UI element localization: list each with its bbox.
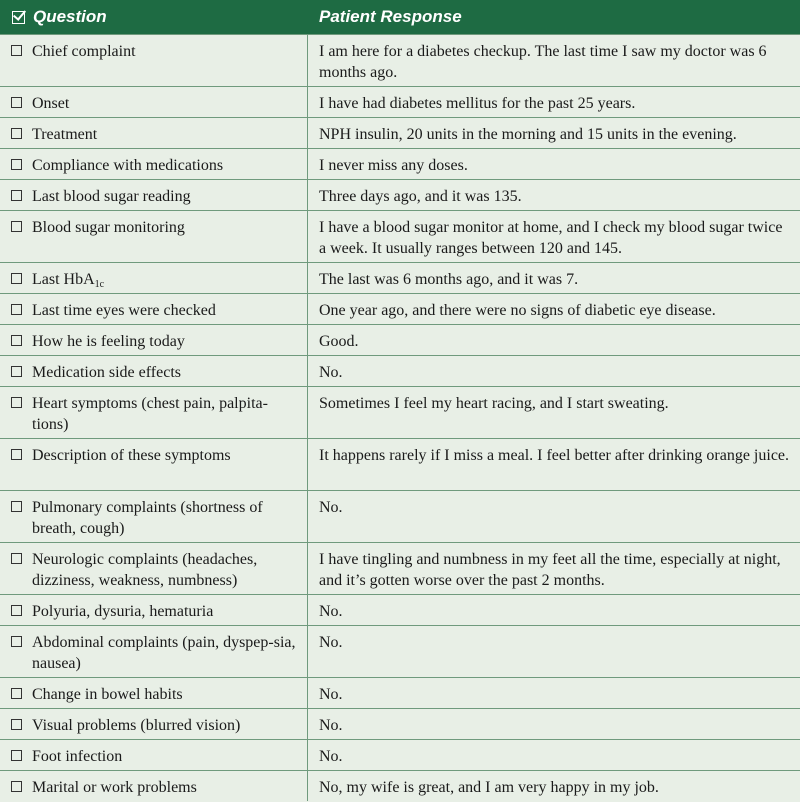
- question-cell: [0, 211, 308, 262]
- question-cell: [0, 325, 308, 355]
- response-cell: No.: [319, 603, 343, 620]
- question-text: Treatment: [32, 126, 98, 143]
- response-column-header: Patient Response: [319, 7, 462, 26]
- checkbox-icon[interactable]: [11, 159, 22, 170]
- checkbox-icon[interactable]: [11, 190, 22, 201]
- table-row: [0, 34, 800, 86]
- table-row: [0, 739, 800, 770]
- response-cell: No.: [319, 686, 343, 703]
- table-row: [0, 542, 800, 594]
- checkbox-icon[interactable]: [11, 366, 22, 377]
- question-text: Heart symptoms (chest pain, palpita-tions): [32, 395, 268, 433]
- question-text: Chief complaint: [32, 43, 136, 60]
- checkbox-icon[interactable]: [11, 128, 22, 139]
- checkbox-icon[interactable]: [11, 750, 22, 761]
- table-row: [0, 594, 800, 625]
- table-row: [0, 179, 800, 210]
- question-cell: [0, 626, 308, 677]
- question-text: Pulmonary complaints (shortness of breath, cough): [32, 499, 263, 537]
- response-cell: Good.: [319, 333, 359, 350]
- table-row: [0, 210, 800, 262]
- checkbox-icon[interactable]: [11, 304, 22, 315]
- table-row: [0, 625, 800, 677]
- question-cell: [0, 35, 308, 86]
- question-cell: [0, 543, 308, 594]
- question-cell: [0, 709, 308, 739]
- question-text: Description of these symptoms: [32, 447, 231, 464]
- response-cell: I am here for a diabetes checkup. The last time I saw my doctor was 6 months ago.: [319, 43, 767, 81]
- checkbox-icon[interactable]: [11, 221, 22, 232]
- table-row: [0, 355, 800, 386]
- question-text: [32, 269, 301, 293]
- question-cell: [0, 149, 308, 179]
- response-cell: The last was 6 months ago, and it was 7.: [319, 271, 579, 288]
- response-cell: No, my wife is great, and I am very happy in my job.: [319, 779, 659, 796]
- response-cell: Three days ago, and it was 135.: [319, 188, 522, 205]
- table-row: [0, 490, 800, 542]
- response-cell: Sometimes I feel my heart racing, and I start sweating.: [319, 395, 669, 412]
- question-cell: [0, 263, 308, 293]
- response-cell: It happens rarely if I miss a meal. I feel better after drinking orange juice.: [319, 447, 790, 464]
- question-text: Neurologic complaints (headaches, dizziness, weakness, numbness): [32, 551, 258, 589]
- table-header: [0, 0, 800, 34]
- table-row: [0, 86, 800, 117]
- question-cell: [0, 294, 308, 324]
- response-cell: No.: [319, 717, 343, 734]
- response-cell: One year ago, and there were no signs of diabetic eye disease.: [319, 302, 716, 319]
- question-cell: [0, 595, 308, 625]
- question-text: Foot infection: [32, 748, 123, 765]
- question-cell: [0, 387, 308, 438]
- table-row: [0, 148, 800, 179]
- question-text: Medication side effects: [32, 364, 181, 381]
- checkbox-icon[interactable]: [11, 688, 22, 699]
- question-text: Marital or work problems: [32, 779, 197, 796]
- response-cell: I never miss any doses.: [319, 157, 468, 174]
- question-header-label: Question: [33, 7, 107, 26]
- question-cell: [0, 87, 308, 117]
- table-row: [0, 438, 800, 490]
- checkbox-icon[interactable]: [11, 553, 22, 564]
- response-cell: I have had diabetes mellitus for the past 25 years.: [319, 95, 636, 112]
- question-text: Visual problems (blurred vision): [32, 717, 241, 734]
- question-text: How he is feeling today: [32, 333, 185, 350]
- question-cell: [0, 118, 308, 148]
- response-cell: No.: [319, 634, 343, 651]
- question-text: Compliance with medications: [32, 157, 224, 174]
- question-text-main: Last HbA: [32, 271, 95, 288]
- checkbox-icon[interactable]: [11, 719, 22, 730]
- question-subscript: 1c: [94, 279, 105, 290]
- question-column-header: [0, 7, 308, 27]
- checkbox-icon[interactable]: [11, 781, 22, 792]
- question-text: Last time eyes were checked: [32, 302, 216, 319]
- checkbox-icon[interactable]: [11, 97, 22, 108]
- question-cell: [0, 356, 308, 386]
- table-row: [0, 677, 800, 708]
- question-cell: [0, 491, 308, 542]
- response-cell: No.: [319, 499, 343, 516]
- question-text: Polyuria, dysuria, hematuria: [32, 603, 214, 620]
- table-row: [0, 324, 800, 355]
- question-cell: [0, 180, 308, 210]
- question-text: Change in bowel habits: [32, 686, 183, 703]
- table-row: [0, 262, 800, 293]
- checkbox-icon[interactable]: [11, 449, 22, 460]
- table-row: [0, 386, 800, 438]
- checkbox-icon[interactable]: [11, 335, 22, 346]
- response-cell: I have a blood sugar monitor at home, and I check my blood sugar twice a week. It usually ranges between 120 and 145.: [319, 219, 783, 257]
- response-cell: I have tingling and numbness in my feet all the time, especially at night, and it’s gotten worse over the past 2 months.: [319, 551, 781, 589]
- question-text: Onset: [32, 95, 70, 112]
- checkbox-icon[interactable]: [11, 273, 22, 284]
- question-text: Last blood sugar reading: [32, 188, 191, 205]
- question-cell: [0, 678, 308, 708]
- response-cell: No.: [319, 748, 343, 765]
- question-cell: [0, 439, 308, 490]
- question-cell: [0, 771, 308, 801]
- checkbox-icon[interactable]: [11, 501, 22, 512]
- table-row: [0, 770, 800, 801]
- checkbox-icon[interactable]: [11, 636, 22, 647]
- table-row: [0, 708, 800, 739]
- checkbox-icon[interactable]: [11, 605, 22, 616]
- checkbox-icon[interactable]: [11, 397, 22, 408]
- table-row: [0, 117, 800, 148]
- table-row: [0, 293, 800, 324]
- response-cell: NPH insulin, 20 units in the morning and 15 units in the evening.: [319, 126, 737, 143]
- question-cell: [0, 740, 308, 770]
- checked-box-icon: [12, 11, 25, 24]
- response-cell: No.: [319, 364, 343, 381]
- table-body: [0, 34, 800, 802]
- checkbox-icon[interactable]: [11, 45, 22, 56]
- question-text: Abdominal complaints (pain, dyspep-sia, nausea): [32, 634, 296, 672]
- question-text: Blood sugar monitoring: [32, 219, 185, 236]
